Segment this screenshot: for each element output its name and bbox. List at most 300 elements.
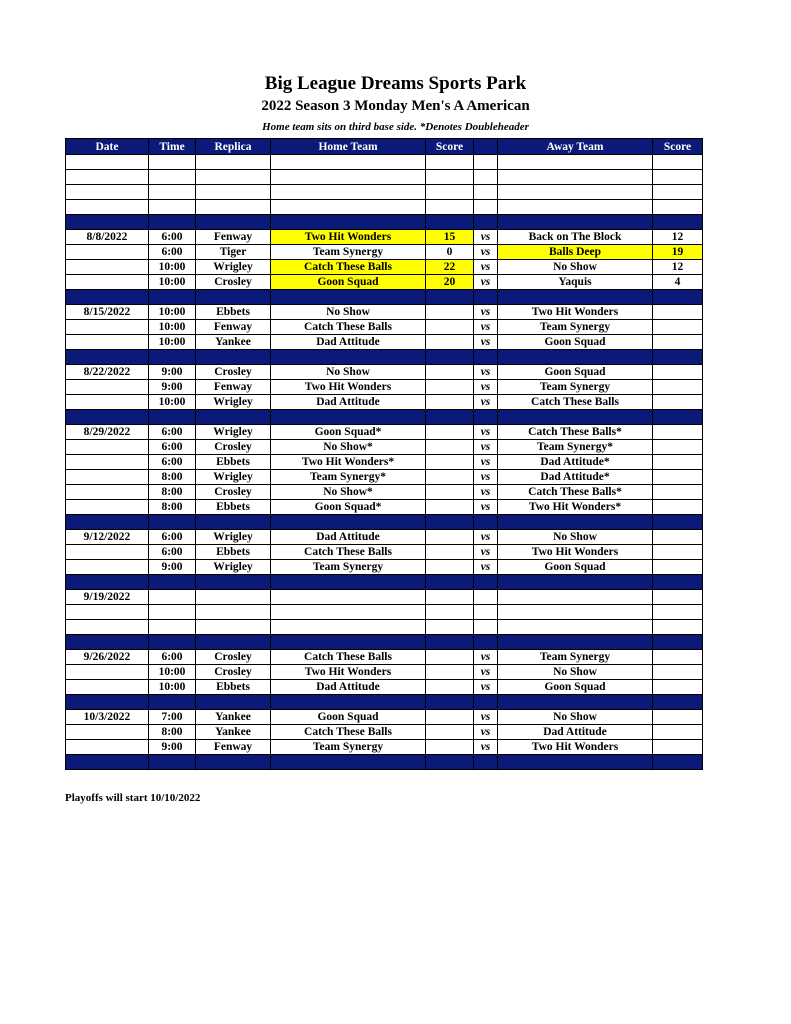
replica-cell: Wrigley [196,470,271,485]
away-team-cell: Goon Squad [498,335,653,350]
home-team-cell: No Show* [271,485,426,500]
home-team-cell: Goon Squad* [271,425,426,440]
game-row [66,245,703,260]
game-row [66,590,703,605]
away-score-cell [653,680,703,695]
date-cell [66,605,149,620]
home-team-cell: Team Synergy [271,560,426,575]
time-cell [149,155,196,170]
away-team-cell: Yaquis [498,275,653,290]
replica-cell: Crosley [196,485,271,500]
away-score-cell [653,650,703,665]
col-replica: Replica [196,139,271,155]
home-team-cell: Two Hit Wonders* [271,455,426,470]
away-team-cell [498,410,653,425]
vs-cell: vs [474,485,498,500]
replica-cell: Crosley [196,365,271,380]
replica-cell [196,290,271,305]
date-cell [66,335,149,350]
home-score-cell [426,305,474,320]
home-score-cell [426,455,474,470]
home-team-cell: Two Hit Wonders [271,230,426,245]
home-team-cell: No Show* [271,440,426,455]
vs-cell [474,155,498,170]
away-score-cell [653,215,703,230]
vs-cell [474,290,498,305]
home-team-cell [271,755,426,770]
replica-cell: Wrigley [196,260,271,275]
away-team-cell [498,350,653,365]
date-cell: 10/3/2022 [66,710,149,725]
replica-cell: Wrigley [196,560,271,575]
vs-cell [474,620,498,635]
replica-cell [196,755,271,770]
home-score-cell [426,395,474,410]
time-cell [149,185,196,200]
date-cell [66,170,149,185]
replica-cell: Ebbets [196,500,271,515]
vs-cell [474,575,498,590]
time-cell: 9:00 [149,380,196,395]
vs-cell [474,170,498,185]
blank-row [66,185,703,200]
game-row [66,425,703,440]
game-row [66,710,703,725]
week-separator [66,695,703,710]
time-cell [149,350,196,365]
replica-cell: Ebbets [196,545,271,560]
home-team-cell: Two Hit Wonders [271,665,426,680]
date-cell [66,575,149,590]
vs-cell [474,590,498,605]
replica-cell [196,590,271,605]
away-team-cell: No Show [498,665,653,680]
away-score-cell [653,305,703,320]
date-cell: 8/22/2022 [66,365,149,380]
time-cell: 8:00 [149,470,196,485]
replica-cell: Yankee [196,335,271,350]
time-cell: 9:00 [149,365,196,380]
away-team-cell: No Show [498,260,653,275]
date-cell [66,740,149,755]
replica-cell [196,155,271,170]
date-cell [66,485,149,500]
home-team-cell: Team Synergy [271,245,426,260]
away-score-cell [653,695,703,710]
date-cell [66,755,149,770]
home-team-cell [271,290,426,305]
week-separator [66,215,703,230]
away-team-cell [498,515,653,530]
away-team-cell [498,620,653,635]
replica-cell [196,515,271,530]
vs-cell: vs [474,665,498,680]
date-cell [66,695,149,710]
time-cell: 10:00 [149,395,196,410]
home-score-cell [426,200,474,215]
away-score-cell [653,740,703,755]
game-row [66,320,703,335]
time-cell [149,290,196,305]
vs-cell: vs [474,545,498,560]
home-score-cell [426,575,474,590]
away-team-cell: Two Hit Wonders [498,305,653,320]
game-row [66,380,703,395]
time-cell: 6:00 [149,230,196,245]
game-row [66,500,703,515]
home-score-cell [426,380,474,395]
home-score-cell [426,410,474,425]
away-score-cell [653,185,703,200]
home-score-cell: 22 [426,260,474,275]
home-team-cell: Catch These Balls [271,545,426,560]
away-score-cell [653,620,703,635]
away-team-cell: Team Synergy [498,650,653,665]
away-score-cell [653,605,703,620]
time-cell [149,695,196,710]
game-row [66,395,703,410]
away-score-cell: 4 [653,275,703,290]
away-team-cell [498,755,653,770]
home-score-cell [426,500,474,515]
away-score-cell [653,440,703,455]
away-team-cell [498,290,653,305]
col-vs [474,139,498,155]
home-team-cell: No Show [271,305,426,320]
home-score-cell [426,440,474,455]
home-team-cell: Goon Squad* [271,500,426,515]
date-cell [66,380,149,395]
time-cell [149,215,196,230]
away-score-cell [653,365,703,380]
away-score-cell [653,710,703,725]
home-team-cell [271,215,426,230]
time-cell: 8:00 [149,485,196,500]
away-team-cell: Two Hit Wonders* [498,500,653,515]
away-team-cell [498,590,653,605]
blank-row [66,200,703,215]
away-score-cell [653,500,703,515]
away-score-cell [653,665,703,680]
vs-cell [474,695,498,710]
schedule-table [65,138,703,770]
week-separator [66,755,703,770]
time-cell [149,605,196,620]
replica-cell [196,200,271,215]
vs-cell: vs [474,680,498,695]
home-score-cell [426,335,474,350]
away-team-cell: Catch These Balls [498,395,653,410]
home-score-cell [426,560,474,575]
away-team-cell: Back on The Block [498,230,653,245]
home-team-cell [271,590,426,605]
home-team-cell: Goon Squad [271,275,426,290]
vs-cell: vs [474,455,498,470]
replica-cell: Yankee [196,725,271,740]
game-row [66,665,703,680]
time-cell: 8:00 [149,500,196,515]
game-row [66,470,703,485]
game-row [66,260,703,275]
home-team-cell: Team Synergy [271,740,426,755]
time-cell: 6:00 [149,425,196,440]
header-row [66,139,703,155]
time-cell: 10:00 [149,680,196,695]
away-team-cell [498,185,653,200]
home-team-cell: Two Hit Wonders [271,380,426,395]
away-team-cell: No Show [498,710,653,725]
date-cell [66,635,149,650]
date-cell [66,290,149,305]
date-cell [66,470,149,485]
vs-cell [474,350,498,365]
home-team-cell [271,410,426,425]
replica-cell [196,350,271,365]
away-score-cell [653,470,703,485]
date-cell [66,320,149,335]
home-team-cell: No Show [271,365,426,380]
vs-cell [474,410,498,425]
col-home-team: Home Team [271,139,426,155]
time-cell: 6:00 [149,530,196,545]
date-cell [66,410,149,425]
away-score-cell [653,200,703,215]
home-score-cell [426,620,474,635]
away-score-cell [653,350,703,365]
away-team-cell: Dad Attitude* [498,470,653,485]
vs-cell [474,515,498,530]
week-separator [66,290,703,305]
away-score-cell [653,410,703,425]
away-score-cell [653,755,703,770]
home-score-cell [426,650,474,665]
away-team-cell: Catch These Balls* [498,425,653,440]
date-cell [66,500,149,515]
home-score-cell [426,695,474,710]
vs-cell: vs [474,650,498,665]
vs-cell: vs [474,725,498,740]
date-cell: 9/26/2022 [66,650,149,665]
home-team-cell: Catch These Balls [271,260,426,275]
replica-cell: Tiger [196,245,271,260]
time-cell [149,200,196,215]
home-team-cell [271,605,426,620]
away-score-cell [653,530,703,545]
vs-cell [474,215,498,230]
date-cell: 9/12/2022 [66,530,149,545]
home-team-cell [271,515,426,530]
time-cell [149,410,196,425]
away-score-cell [653,515,703,530]
home-score-cell [426,425,474,440]
time-cell: 7:00 [149,710,196,725]
vs-cell: vs [474,335,498,350]
home-team-cell: Team Synergy* [271,470,426,485]
away-team-cell [498,215,653,230]
vs-cell: vs [474,320,498,335]
blank-row [66,155,703,170]
date-cell: 8/8/2022 [66,230,149,245]
date-cell [66,215,149,230]
replica-cell [196,635,271,650]
replica-cell: Wrigley [196,530,271,545]
game-row [66,275,703,290]
away-score-cell [653,290,703,305]
home-team-cell: Catch These Balls [271,725,426,740]
date-cell [66,515,149,530]
game-row [66,230,703,245]
vs-cell: vs [474,425,498,440]
home-team-cell [271,185,426,200]
date-cell: 9/19/2022 [66,590,149,605]
home-team-cell: Dad Attitude [271,680,426,695]
home-score-cell: 15 [426,230,474,245]
time-cell: 6:00 [149,245,196,260]
home-score-cell [426,170,474,185]
replica-cell [196,170,271,185]
time-cell [149,590,196,605]
away-score-cell [653,590,703,605]
home-score-cell [426,185,474,200]
time-cell [149,170,196,185]
away-score-cell: 12 [653,260,703,275]
game-row [66,545,703,560]
replica-cell: Fenway [196,740,271,755]
away-team-cell: Goon Squad [498,365,653,380]
time-cell: 10:00 [149,305,196,320]
home-score-cell [426,605,474,620]
vs-cell: vs [474,530,498,545]
replica-cell [196,215,271,230]
week-separator [66,410,703,425]
game-row [66,365,703,380]
away-team-cell: Two Hit Wonders [498,740,653,755]
date-cell [66,245,149,260]
home-score-cell [426,320,474,335]
blank-row [66,605,703,620]
date-cell [66,440,149,455]
home-score-cell [426,350,474,365]
date-cell [66,560,149,575]
away-score-cell [653,380,703,395]
date-cell [66,260,149,275]
replica-cell: Wrigley [196,425,271,440]
date-cell [66,545,149,560]
replica-cell [196,620,271,635]
away-score-cell [653,725,703,740]
game-row [66,650,703,665]
vs-cell [474,755,498,770]
home-score-cell [426,470,474,485]
game-row [66,530,703,545]
home-score-cell [426,515,474,530]
away-team-cell [498,695,653,710]
time-cell: 6:00 [149,545,196,560]
away-team-cell: Team Synergy* [498,440,653,455]
week-separator [66,575,703,590]
week-separator [66,515,703,530]
away-team-cell [498,605,653,620]
time-cell: 6:00 [149,650,196,665]
home-team-cell: Catch These Balls [271,320,426,335]
home-score-cell [426,530,474,545]
home-team-cell: Goon Squad [271,710,426,725]
time-cell: 10:00 [149,665,196,680]
home-score-cell [426,215,474,230]
home-team-cell [271,620,426,635]
away-score-cell [653,155,703,170]
time-cell: 9:00 [149,560,196,575]
home-team-cell [271,575,426,590]
date-cell: 8/15/2022 [66,305,149,320]
replica-cell: Ebbets [196,455,271,470]
vs-cell: vs [474,710,498,725]
col-away-score: Score [653,139,703,155]
vs-cell [474,200,498,215]
date-cell [66,620,149,635]
date-cell [66,200,149,215]
vs-cell [474,185,498,200]
home-score-cell [426,710,474,725]
replica-cell [196,410,271,425]
vs-cell: vs [474,365,498,380]
game-row [66,335,703,350]
away-team-cell: Catch These Balls* [498,485,653,500]
playoffs-note: Playoffs will start 10/10/2022 [65,792,201,804]
home-score-cell [426,545,474,560]
time-cell [149,575,196,590]
home-score-cell [426,755,474,770]
away-score-cell [653,485,703,500]
date-cell [66,155,149,170]
away-score-cell [653,170,703,185]
away-team-cell: Team Synergy [498,320,653,335]
vs-cell: vs [474,470,498,485]
page-title: Big League Dreams Sports Park [264,73,527,94]
date-cell [66,455,149,470]
game-row [66,440,703,455]
home-score-cell [426,635,474,650]
vs-cell: vs [474,305,498,320]
home-score-cell [426,590,474,605]
game-row [66,485,703,500]
away-score-cell [653,320,703,335]
away-score-cell [653,635,703,650]
home-score-cell [426,485,474,500]
col-time: Time [149,139,196,155]
replica-cell: Crosley [196,665,271,680]
home-team-cell: Dad Attitude [271,335,426,350]
blank-row [66,170,703,185]
replica-cell [196,575,271,590]
schedule-body [66,155,703,770]
vs-cell: vs [474,395,498,410]
away-team-cell: Goon Squad [498,560,653,575]
home-team-cell [271,350,426,365]
game-row [66,740,703,755]
replica-cell: Crosley [196,650,271,665]
home-team-cell [271,155,426,170]
replica-cell: Wrigley [196,395,271,410]
game-row [66,560,703,575]
home-team-cell [271,170,426,185]
time-cell: 10:00 [149,275,196,290]
date-cell [66,350,149,365]
replica-cell [196,185,271,200]
time-cell [149,755,196,770]
away-score-cell: 12 [653,230,703,245]
replica-cell: Fenway [196,230,271,245]
